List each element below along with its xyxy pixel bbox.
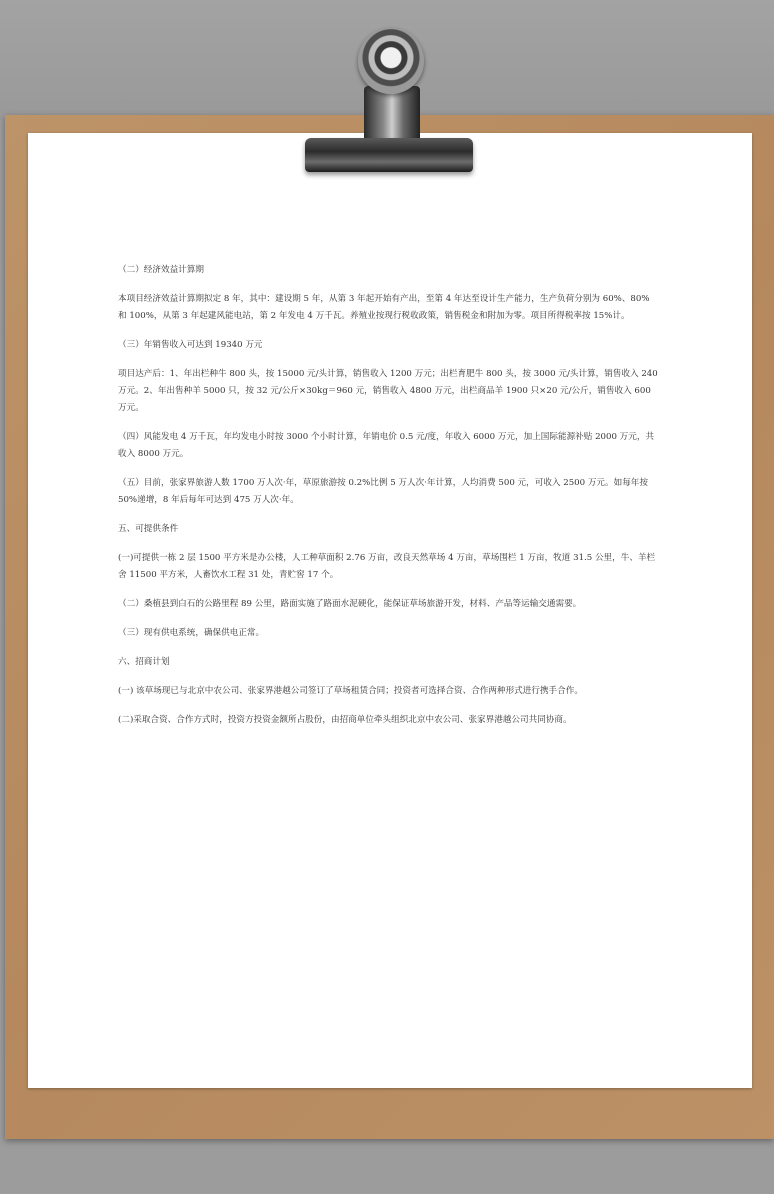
section-heading: （二）经济效益计算期 (118, 265, 204, 275)
clip-ring (358, 28, 424, 94)
paragraph: （四）风能发电 4 万千瓦，年均发电小时按 3000 个小时计算，年销电价 0.5 元/度，年收入 6000 万元，加上国际能源补贴 2000 万元，共收入 8000 万元。 (118, 432, 655, 459)
binder-clip-icon (305, 138, 473, 172)
section-heading: 六、招商计划 (118, 657, 170, 667)
document-body (118, 262, 658, 741)
paragraph: （二）桑植县到白石的公路里程 89 公里，路面实施了路面水泥硬化，能保证草场旅游开发，材料、产品等运输交通需要。 (118, 599, 582, 609)
section-heading: （三）年销售收入可达到 19340 万元 (118, 340, 263, 350)
paragraph: （五）目前，张家界旅游人数 1700 万人次·年，草原旅游按 0.2%比例 5 万人次·年计算，人均消费 500 元，可收入 2500 万元。如每年按 50%递增，8 年后每年可达到 475 万人次·年。 (118, 478, 648, 505)
paragraph: 项目达产后：1、年出栏种牛 800 头，按 15000 元/头计算，销售收入 1200 万元；出栏育肥牛 800 头，按 3000 元/头计算，销售收入 240 万元。2、年出售种羊 5000 只，按 32 元/公斤×30kg＝960 元，销售收入 4800 万元，出栏商品羊 1900 只×20 元/公斤，销售收入 600 万元。 (118, 369, 658, 413)
paragraph: 本项目经济效益计算期拟定 8 年，其中：建设期 5 年，从第 3 年起开始有产出，至第 4 年达至设计生产能力，生产负荷分别为 60%、80%和 100%，从第 3 年起建风能电站，第 2 年发电 4 万千瓦。养殖业按现行税收政策，销售税金和附加为零。项目所得税率按 15%计。 (118, 294, 650, 321)
paragraph: (一) 该草场现已与北京中农公司、张家界港越公司签订了草场租赁合同；投资者可选择合资、合作两种形式进行携手合作。 (118, 686, 583, 696)
section-heading: 五、可提供条件 (118, 524, 179, 534)
paragraph: （三）现有供电系统，确保供电正常。 (118, 628, 265, 638)
paragraph: (一)可提供一栋 2 层 1500 平方米是办公楼，人工种草面积 2.76 万亩，改良天然草场 4 万亩，草场围栏 1 万亩，牧道 31.5 公里，牛、羊栏舍 11500 平方米，人畜饮水工程 31 处，青贮窖 17 个。 (118, 553, 656, 580)
paragraph: (二)采取合资、合作方式时，投资方投资金额所占股份，由招商单位牵头组织北京中农公司、张家界港越公司共同协商。 (118, 715, 572, 725)
clip-neck (364, 86, 420, 144)
